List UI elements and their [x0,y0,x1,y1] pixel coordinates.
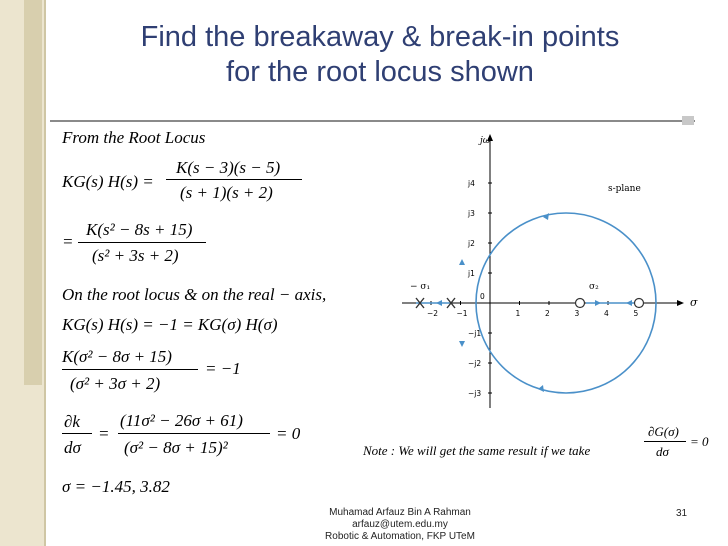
eq4-denominator: (σ² + 3σ + 2) [70,374,161,393]
x-tick-label: 2 [545,309,550,318]
imag-axis-label: jω [480,136,491,146]
eq5-lhs-denominator: dσ [64,438,81,457]
title-line-1: Find the breakaway & break-in points [140,21,620,53]
eq1-numerator: K(s − 3)(s − 5) [176,158,281,177]
sigma1-label: − σ₁ [410,282,431,292]
on-axis-text: On the root locus & on the real − axis, [62,285,327,304]
left-decor-stripe [24,0,42,385]
eq5-numerator: (11σ² − 26σ + 61) [120,411,243,430]
eq4-rhs: = −1 [205,359,241,378]
note-rhs: = 0 [690,434,709,449]
note-frac-line [644,441,686,442]
zero-marker-3 [576,299,585,308]
plane-label: s-plane [608,184,641,194]
eq2-fraction-line [78,242,206,243]
note-frac-numerator: ∂G(σ) [648,424,679,439]
eq2-denominator: (s² + 3s + 2) [92,246,179,265]
y-tick-label: j4 [468,179,475,188]
eq1-lhs: KG(s) H(s) = [62,172,154,191]
left-divider [44,0,46,546]
eq3: KG(s) H(s) = −1 = KG(σ) H(σ) [62,315,278,334]
footer-email: arfauz@utem.edu.my [352,519,448,530]
eq5-lhs-numerator: ∂k [64,412,80,431]
y-tick-label: 0 [480,292,485,301]
y-tick-label: −j2 [468,359,482,368]
footer-dept: Robotic & Automation, FKP UTeM [325,531,475,542]
footer [300,507,500,543]
y-tick-label: −j1 [468,329,482,338]
zero-marker-5 [635,299,644,308]
eq2-numerator: K(s² − 8s + 15) [86,220,193,239]
root-locus-plot [380,128,720,413]
y-tick-label: j2 [468,239,475,248]
slide-title [60,20,700,90]
x-tick-label: 4 [604,309,609,318]
eq4-numerator: K(σ² − 8σ + 15) [62,347,172,366]
eq5-fraction-line [118,433,270,434]
title-line-2: for the root locus shown [226,56,534,88]
plot-background [380,128,720,413]
result: σ = −1.45, 3.82 [62,477,170,496]
x-tick-label: −1 [456,309,468,318]
y-tick-label: j1 [468,269,475,278]
eq5-lhs-fraction-line [62,433,92,434]
title-rule-end [682,116,694,125]
real-axis-label: σ [690,296,698,309]
eq1-fraction-line [166,179,302,180]
note-frac-denominator: dσ [656,444,669,459]
eq2-lhs: = [62,232,74,251]
footer-author: Muhamad Arfauz Bin A Rahman [329,507,471,518]
eq4-fraction-line [62,369,198,370]
x-tick-label: 1 [515,309,521,318]
note-text: Note : We will get the same result if we take [363,443,591,458]
x-tick-label: −2 [427,309,439,318]
eq5-rhs: = 0 [276,424,301,443]
y-tick-label: −j3 [468,389,482,398]
x-tick-label: 3 [574,309,580,318]
sigma2-label: σ₂ [589,282,599,292]
eq5-equals: = [98,424,110,443]
page-number: 31 [676,508,688,519]
y-tick-label: j3 [468,209,475,218]
title-rule [50,120,695,122]
eq1-denominator: (s + 1)(s + 2) [180,183,273,202]
eq5-denominator: (σ² − 8σ + 15)² [124,438,228,457]
intro-text: From the Root Locus [62,128,206,147]
note [363,443,590,459]
x-tick-label: 5 [633,309,639,318]
